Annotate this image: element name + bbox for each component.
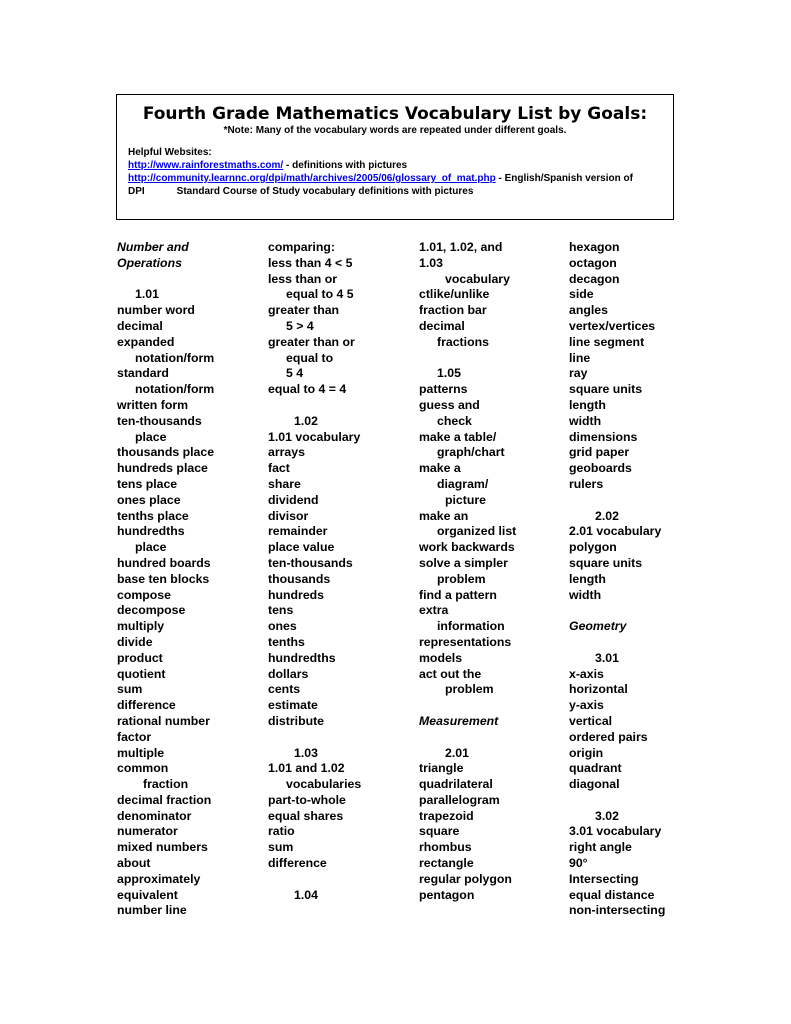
- vocab-term: 1.01, 1.02, and: [419, 240, 503, 254]
- vocab-term: models: [419, 650, 463, 665]
- vocab-term: distribute: [268, 713, 325, 728]
- vocab-term: ctlike/unlike: [419, 287, 490, 302]
- vocab-term: fraction bar: [419, 303, 487, 318]
- vocab-term: ten-thousands: [117, 413, 202, 428]
- vocab-term: patterns: [419, 382, 468, 397]
- vocab-term: width: [569, 587, 602, 602]
- vocab-term: numerator: [117, 824, 178, 839]
- vocab-term: polygon: [569, 540, 617, 555]
- vocab-term: 3.01 vocabulary: [569, 824, 662, 839]
- vocab-term: length: [569, 397, 606, 412]
- vocab-term: rulers: [569, 476, 604, 491]
- vocab-term: divide: [117, 634, 153, 649]
- vocab-term: sum: [117, 682, 143, 697]
- vocab-term: fact: [268, 461, 290, 476]
- vocab-term: denominator: [117, 808, 192, 823]
- vocab-term: factor: [117, 729, 152, 744]
- vocab-term: Intersecting: [569, 871, 639, 886]
- vocab-term: dollars: [268, 666, 309, 681]
- vocab-term: base ten blocks: [117, 571, 210, 586]
- website-1-description: - definitions with pictures: [283, 160, 408, 171]
- vocab-term: fraction: [143, 777, 189, 792]
- vocab-term: place: [135, 540, 167, 555]
- vocab-term: [268, 730, 361, 746]
- vocab-column-1: [117, 240, 214, 919]
- vocab-term: quotient: [117, 666, 166, 681]
- vocab-term: fractions: [437, 334, 489, 349]
- vocab-term: expanded: [117, 334, 175, 349]
- vocab-term: 1.05: [437, 366, 461, 381]
- vocab-term: remainder: [268, 524, 328, 539]
- vocab-term: thousands place: [117, 445, 215, 460]
- vocab-term: notation/form: [135, 350, 215, 365]
- vocab-term: find a pattern: [419, 587, 497, 602]
- vocab-term: dimensions: [569, 429, 638, 444]
- vocab-term: 1.03: [419, 255, 443, 270]
- vocab-term: cents: [268, 682, 301, 697]
- vocab-term: approximately: [117, 871, 201, 886]
- vocab-term: [569, 603, 665, 619]
- vocab-term: [569, 635, 665, 651]
- vocab-term: width: [569, 413, 602, 428]
- vocab-column-3: [419, 240, 516, 903]
- vocab-column-2: [268, 240, 361, 903]
- vocab-term: 1.01: [135, 287, 159, 302]
- vocab-term: act out the: [419, 666, 482, 681]
- vocab-term: organized list: [437, 524, 517, 539]
- website-line-2: [128, 173, 633, 184]
- vocab-term: x-axis: [569, 666, 604, 681]
- learnnc-glossary-link[interactable]: http://community.learnnc.org/dpi/math/archives/2005/06/glossary_of_mat.php: [128, 173, 496, 184]
- vocab-term: 5 > 4: [286, 318, 314, 333]
- vocab-term: about: [117, 856, 151, 871]
- vocab-term: octagon: [569, 255, 617, 270]
- vocab-term: length: [569, 571, 606, 586]
- vocab-term: less than or: [268, 271, 338, 286]
- vocab-term: hundreds: [268, 587, 325, 602]
- vocab-term: check: [437, 413, 472, 428]
- vocab-term: horizontal: [569, 682, 628, 697]
- vocab-term: non-intersecting: [569, 903, 666, 918]
- vocab-term: diagram/: [437, 476, 489, 491]
- vocab-term: difference: [268, 856, 327, 871]
- vocab-term: vertex/vertices: [569, 318, 656, 333]
- vocab-term: equal shares: [268, 808, 344, 823]
- vocab-term: Geometry: [569, 619, 627, 634]
- vocab-term: part-to-whole: [268, 792, 346, 807]
- vocab-term: Measurement: [419, 713, 499, 728]
- vocab-term: number word: [117, 303, 195, 318]
- vocab-term: [268, 872, 361, 888]
- page-title: Fourth Grade Mathematics Vocabulary List by Goals:: [142, 104, 648, 124]
- vocab-term: arrays: [268, 445, 305, 460]
- website-line-1: [128, 160, 407, 171]
- vocab-term: multiply: [117, 619, 165, 634]
- vocab-term: y-axis: [569, 698, 604, 713]
- vocab-column-4: [569, 240, 665, 919]
- vocab-term: decagon: [569, 271, 620, 286]
- vocab-term: notation/form: [135, 382, 215, 397]
- vocab-term: line segment: [569, 334, 645, 349]
- vocab-term: difference: [117, 698, 176, 713]
- vocab-term: 2.02: [595, 508, 619, 523]
- vocab-term: 1.02: [294, 413, 318, 428]
- rainforestmaths-link[interactable]: http://www.rainforestmaths.com/: [128, 160, 284, 171]
- vocab-term: make a table/: [419, 429, 497, 444]
- vocab-term: equal to 4 = 4: [268, 382, 347, 397]
- vocab-term: tenths: [268, 634, 305, 649]
- vocab-term: square units: [569, 555, 643, 570]
- vocab-term: ones place: [117, 492, 181, 507]
- vocab-term: ray: [569, 366, 588, 381]
- vocab-term: problem: [437, 571, 486, 586]
- vocab-term: 2.01 vocabulary: [569, 524, 662, 539]
- vocab-term: [419, 351, 516, 367]
- vocab-term: dividend: [268, 492, 319, 507]
- vocab-term: 1.01 and 1.02: [268, 761, 345, 776]
- vocab-term: estimate: [268, 698, 318, 713]
- vocab-term: 3.01: [595, 650, 619, 665]
- vocab-term: place value: [268, 540, 335, 555]
- vocab-term: hundreds place: [117, 461, 208, 476]
- helpful-websites-label: Helpful Websites:: [128, 147, 212, 158]
- vocab-term: 3.02: [595, 808, 619, 823]
- vocab-term: greater than: [268, 303, 340, 318]
- header-box: [116, 94, 674, 220]
- vocab-term: 1.03: [294, 745, 318, 760]
- vocab-term: diagonal: [569, 777, 620, 792]
- vocab-term: ones: [268, 619, 297, 634]
- vocab-term: Number and: [117, 240, 189, 254]
- vocab-term: Operations: [117, 255, 182, 270]
- vocab-term: mixed numbers: [117, 840, 208, 855]
- vocab-term: less than 4 < 5: [268, 255, 353, 270]
- vocab-term: ratio: [268, 824, 295, 839]
- vocab-term: origin: [569, 745, 604, 760]
- vocab-term: common: [117, 761, 169, 776]
- vocab-term: picture: [445, 492, 486, 507]
- vocab-term: equal to: [286, 350, 334, 365]
- vocab-term: multiple: [117, 745, 165, 760]
- vocab-term: vocabulary: [445, 271, 510, 286]
- vocab-term: guess and: [419, 397, 480, 412]
- vocab-term: rectangle: [419, 856, 474, 871]
- vocab-term: grid paper: [569, 445, 630, 460]
- vocab-term: 1.01 vocabulary: [268, 429, 361, 444]
- website-2-description: - English/Spanish version of: [495, 173, 633, 184]
- vocab-term: problem: [445, 682, 494, 697]
- vocab-term: hundred boards: [117, 555, 211, 570]
- vocab-term: greater than or: [268, 334, 355, 349]
- vocab-term: make a: [419, 461, 461, 476]
- vocab-term: [117, 272, 214, 288]
- vocab-term: hundredths: [268, 650, 336, 665]
- vocab-term: [268, 398, 361, 414]
- vocab-term: ordered pairs: [569, 729, 648, 744]
- vocab-term: pentagon: [419, 887, 475, 902]
- vocab-term: hundredths: [117, 524, 185, 539]
- vocab-term: 5 4: [286, 366, 304, 381]
- vocab-term: work backwards: [419, 540, 515, 555]
- vocab-term: square: [419, 824, 460, 839]
- vocab-term: rhombus: [419, 840, 472, 855]
- vocab-term: quadrilateral: [419, 777, 493, 792]
- vocab-term: vocabularies: [286, 777, 362, 792]
- vocab-term: 2.01: [445, 745, 469, 760]
- vocab-term: share: [268, 476, 301, 491]
- vocab-term: product: [117, 650, 163, 665]
- vocab-term: sum: [268, 840, 294, 855]
- vocab-term: triangle: [419, 761, 464, 776]
- vocab-term: regular polygon: [419, 871, 512, 886]
- vocab-term: tenths place: [117, 508, 189, 523]
- vocab-term: decimal fraction: [117, 792, 212, 807]
- vocab-term: decimal: [117, 318, 163, 333]
- vocab-term: rational number: [117, 713, 210, 728]
- vocab-term: solve a simpler: [419, 555, 508, 570]
- vocab-term: tens: [268, 603, 294, 618]
- vocab-term: graph/chart: [437, 445, 505, 460]
- vocab-term: trapezoid: [419, 808, 474, 823]
- vocab-term: angles: [569, 303, 608, 318]
- vocab-term: 1.04: [294, 887, 318, 902]
- vocab-term: standard: [117, 366, 169, 381]
- website-line-3: [128, 186, 473, 197]
- vocab-term: quadrant: [569, 761, 622, 776]
- vocab-term: thousands: [268, 571, 331, 586]
- vocab-term: 90°: [569, 856, 588, 871]
- vocab-term: side: [569, 287, 594, 302]
- vocab-term: ten-thousands: [268, 555, 353, 570]
- vocab-term: hexagon: [569, 240, 620, 254]
- vocab-term: decompose: [117, 603, 186, 618]
- vocab-term: tens place: [117, 476, 178, 491]
- vocab-term: extra: [419, 603, 449, 618]
- vocab-term: place: [135, 429, 167, 444]
- note-text: *Note: Many of the vocabulary words are repeated under different goals.: [223, 125, 567, 136]
- vocab-term: line: [569, 350, 591, 365]
- vocab-term: [419, 730, 516, 746]
- vocab-term: decimal: [419, 318, 465, 333]
- vocab-term: equal distance: [569, 887, 655, 902]
- vocab-term: representations: [419, 634, 512, 649]
- vocab-term: divisor: [268, 508, 309, 523]
- vocab-term: written form: [117, 397, 189, 412]
- vocab-term: parallelogram: [419, 792, 500, 807]
- vocab-term: comparing:: [268, 240, 335, 254]
- website-2-description-cont-b: Standard Course of Study vocabulary definitions with pictures: [176, 186, 474, 197]
- vocab-term: compose: [117, 587, 171, 602]
- vocab-term: geoboards: [569, 461, 632, 476]
- vocab-term: right angle: [569, 840, 632, 855]
- vocab-term: information: [437, 619, 505, 634]
- vocab-term: square units: [569, 382, 643, 397]
- vocab-term: number line: [117, 903, 187, 918]
- vocab-term: [569, 793, 665, 809]
- vocab-term: [419, 698, 516, 714]
- vocab-term: equal to 4 5: [286, 287, 354, 302]
- vocab-term: [569, 493, 665, 509]
- vocab-term: equivalent: [117, 887, 178, 902]
- vocab-term: make an: [419, 508, 469, 523]
- vocab-term: vertical: [569, 713, 613, 728]
- website-2-description-cont-a: DPI: [128, 186, 145, 197]
